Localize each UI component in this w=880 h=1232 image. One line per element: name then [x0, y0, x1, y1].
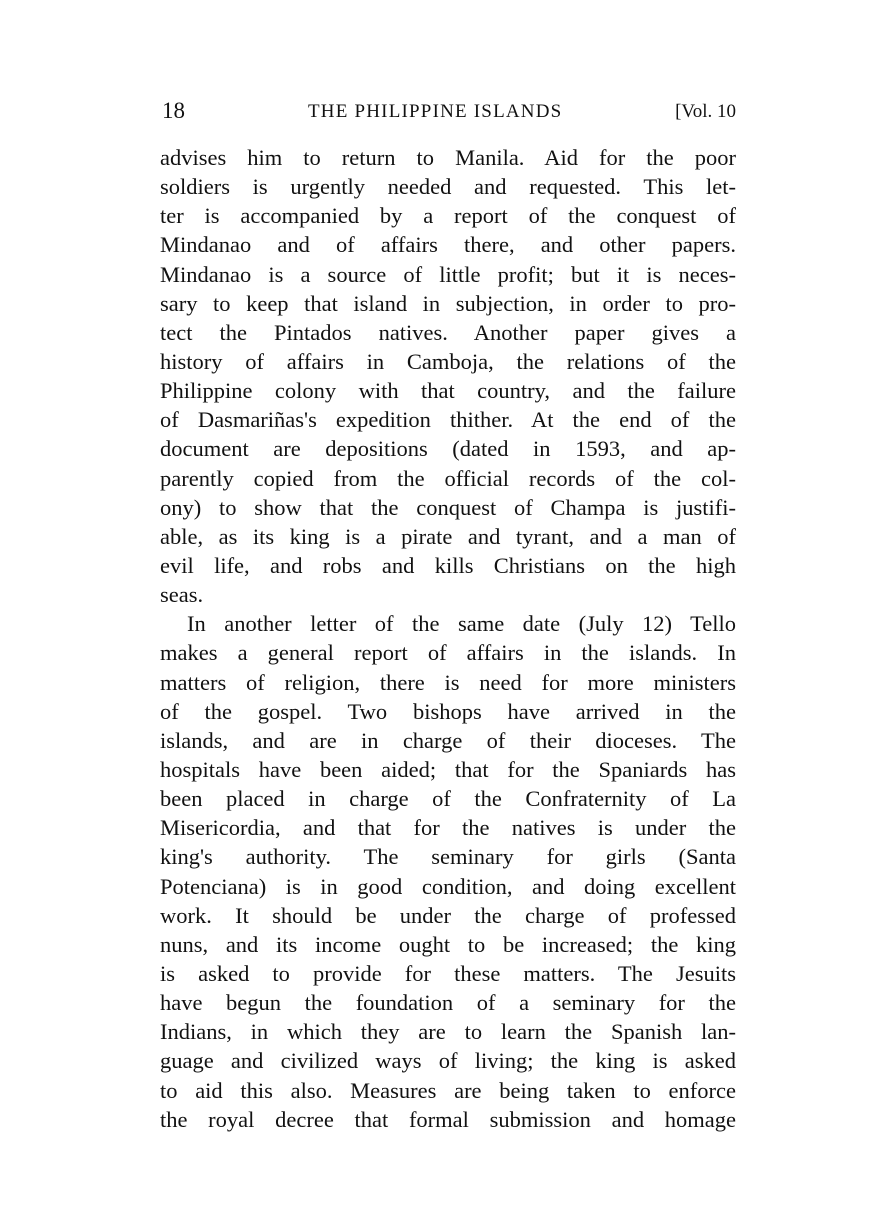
paragraph-end-line: seas.	[160, 582, 204, 608]
text-line: Philippine colony with that country, and the failure	[160, 378, 736, 404]
body-text	[160, 143, 736, 1134]
text-line: have begun the foundation of a seminary for the	[160, 990, 736, 1016]
text-line: been placed in charge of the Confraternity of La	[160, 786, 736, 812]
text-line: king's authority. The seminary for girls (Santa	[160, 844, 736, 870]
text-line: sary to keep that island in subjection, in order to pro-	[160, 290, 736, 316]
text-line: ter is accompanied by a report of the conquest of	[160, 203, 736, 229]
text-line: parently copied from the official records of the col-	[160, 465, 736, 491]
text-line: the royal decree that formal submission and homage	[160, 1106, 736, 1132]
text-line: of Dasmariñas's expedition thither. At the end of the	[160, 407, 736, 433]
text-line: Mindanao is a source of little profit; but it is neces-	[160, 261, 736, 287]
text-line: ony) to show that the conquest of Champa is justifi-	[160, 494, 736, 520]
text-line: evil life, and robs and kills Christians on the high	[160, 552, 736, 578]
running-title: THE PHILIPPINE ISLANDS	[308, 101, 563, 122]
text-line: to aid this also. Measures are being taken to enforce	[160, 1077, 736, 1103]
page-number: 18	[162, 98, 185, 123]
text-line: Potenciana) is in good condition, and doing excellent	[160, 873, 736, 899]
text-line: hospitals have been aided; that for the Spaniards has	[160, 756, 736, 782]
text-line: makes a general report of affairs in the islands. In	[160, 640, 736, 666]
paragraph-start-line: In another letter of the same date (July 12) Tello	[187, 611, 736, 637]
text-line: able, as its king is a pirate and tyrant, and a man of	[160, 523, 736, 549]
text-line: Indians, in which they are to learn the Spanish lan-	[160, 1019, 736, 1045]
text-line: matters of religion, there is need for more ministers	[160, 669, 736, 695]
text-line: is asked to provide for these matters. The Jesuits	[160, 960, 736, 986]
running-header	[160, 98, 736, 128]
text-line: islands, and are in charge of their dioceses. The	[160, 727, 736, 753]
text-line: nuns, and its income ought to be increased; the king	[160, 931, 736, 957]
text-line: advises him to return to Manila. Aid for the poor	[160, 145, 736, 170]
text-line: work. It should be under the charge of professed	[160, 902, 736, 928]
text-line: of the gospel. Two bishops have arrived in the	[160, 698, 736, 724]
text-line: Misericordia, and that for the natives is under the	[160, 815, 736, 841]
text-line: Mindanao and of affairs there, and other papers.	[160, 232, 736, 258]
text-line: soldiers is urgently needed and requested. This let-	[160, 174, 736, 200]
text-line: history of affairs in Camboja, the relations of the	[160, 348, 736, 374]
text-line: tect the Pintados natives. Another paper gives a	[160, 319, 736, 345]
text-line: guage and civilized ways of living; the king is asked	[160, 1048, 736, 1074]
text-line: document are depositions (dated in 1593, and ap-	[160, 436, 736, 462]
volume-label: [Vol. 10	[675, 101, 736, 122]
